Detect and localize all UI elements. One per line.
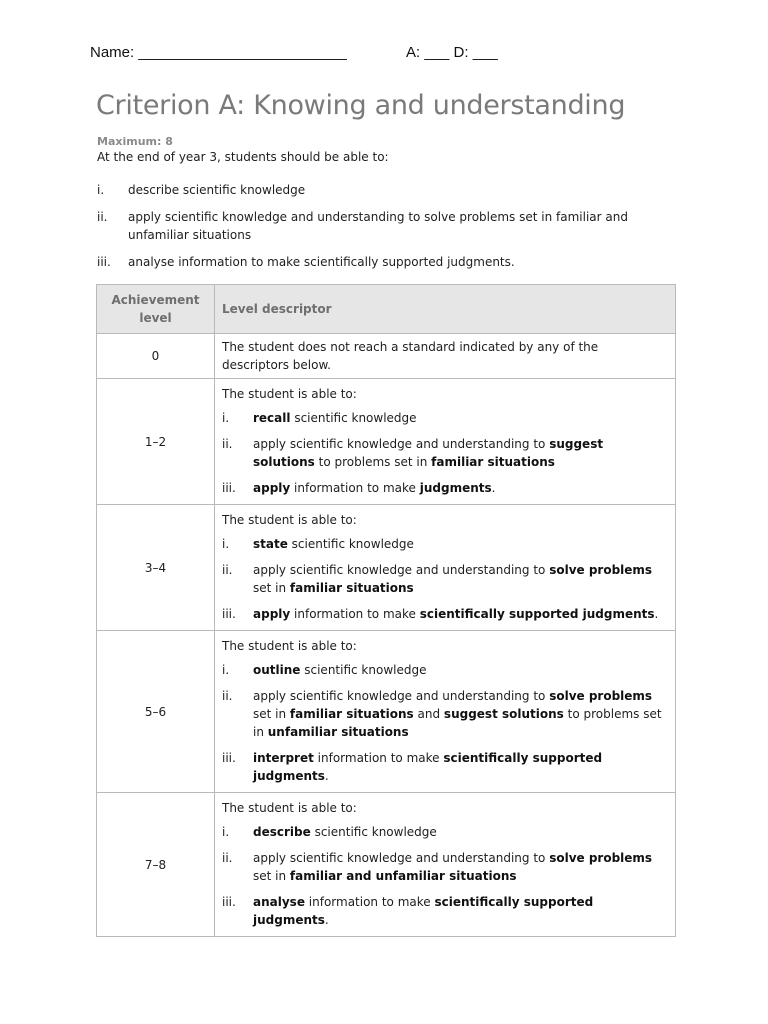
descriptor-command-term: unfamiliar situations <box>267 725 409 739</box>
descriptor-text-part: scientific knowledge <box>290 411 417 425</box>
descriptor-item <box>222 661 667 679</box>
table-header-row <box>97 285 676 334</box>
descriptor-text-part: scientific knowledge <box>287 537 414 551</box>
score-fields-label: A: ___ D: ___ <box>406 44 498 61</box>
objective-number: i. <box>97 183 105 197</box>
level-descriptor-cell <box>215 379 676 505</box>
achievement-level-cell: 7–8 <box>97 793 215 937</box>
descriptor-command-term: state <box>253 537 288 551</box>
descriptor-text-part: set in <box>253 707 290 721</box>
able-to-text: The student is able to: <box>222 801 357 815</box>
descriptor-text-part: apply scientific knowledge and understanding to <box>253 689 550 703</box>
descriptor-number: iii. <box>222 607 236 621</box>
descriptor-number: i. <box>222 825 230 839</box>
descriptor-text-part: information to make <box>313 751 444 765</box>
objective-item <box>97 181 682 199</box>
able-to-text: The student is able to: <box>222 513 357 527</box>
descriptor-number: i. <box>222 663 230 677</box>
descriptor-command-term: familiar situations <box>289 581 414 595</box>
objectives-list <box>97 181 682 280</box>
descriptor-text-part: information to make <box>290 481 420 495</box>
descriptor-text-part: to problems set in <box>314 455 432 469</box>
descriptor-command-term: solve problems <box>549 689 653 703</box>
header-achievement-level: Achievement level <box>97 285 215 334</box>
descriptor-text <box>253 823 667 841</box>
descriptor-command-term: recall <box>253 411 291 425</box>
table-row <box>97 334 676 379</box>
level-descriptor-cell <box>215 505 676 631</box>
criterion-title: Criterion A: Knowing and understanding <box>96 90 626 121</box>
descriptor-command-term: analyse <box>253 895 305 909</box>
achievement-level-cell: 5–6 <box>97 631 215 793</box>
descriptor-number: ii. <box>222 437 233 451</box>
objective-text: analyse information to make scientifically supported judgments. <box>128 255 515 269</box>
objective-number: iii. <box>97 255 111 269</box>
descriptor-item <box>222 409 667 427</box>
level-descriptor-cell <box>215 631 676 793</box>
descriptor-command-term: suggest solutions <box>253 437 604 469</box>
descriptor-text <box>253 687 667 741</box>
descriptor-text <box>253 661 667 679</box>
header-level-descriptor: Level descriptor <box>215 285 676 334</box>
descriptor-item <box>222 749 667 785</box>
descriptor-command-term: outline <box>253 663 301 677</box>
descriptor-command-term: familiar situations <box>431 455 555 469</box>
descriptor-text-part: scientific knowledge <box>300 663 427 677</box>
descriptor-command-term: solve problems <box>549 563 653 577</box>
able-to-text: The student is able to: <box>222 639 357 653</box>
descriptor-text-part: . <box>324 769 329 783</box>
table-row <box>97 631 676 793</box>
descriptor-number: i. <box>222 411 230 425</box>
descriptor-number: ii. <box>222 851 233 865</box>
descriptor-text-part: set in <box>253 869 290 883</box>
level-descriptor-cell: The student does not reach a standard indicated by any of the descriptors below. <box>215 334 676 379</box>
objective-number: ii. <box>97 210 108 224</box>
able-to-text: The student is able to: <box>222 387 357 401</box>
objective-text: describe scientific knowledge <box>128 183 306 197</box>
descriptor-text-part: . <box>654 607 659 621</box>
descriptor-text <box>253 409 667 427</box>
descriptor-text-part: scientific knowledge <box>310 825 437 839</box>
descriptor-command-term: familiar situations <box>289 707 414 721</box>
table-row <box>97 505 676 631</box>
descriptor-item <box>222 605 667 623</box>
name-field-label: Name: _________________________ <box>90 44 347 61</box>
descriptor-command-term: scientifically supported judgments <box>419 607 655 621</box>
objective-item <box>97 253 682 271</box>
descriptor-text-part: information to make <box>290 607 420 621</box>
descriptor-text-part: . <box>491 481 496 495</box>
table-row <box>97 793 676 937</box>
descriptor-item <box>222 849 667 885</box>
table-row <box>97 379 676 505</box>
descriptor-item <box>222 687 667 741</box>
descriptor-command-term: solve problems <box>549 851 653 865</box>
descriptor-text <box>253 435 667 471</box>
objective-item <box>97 208 682 244</box>
descriptor-text-part: . <box>324 913 329 927</box>
descriptor-number: iii. <box>222 895 236 909</box>
objective-text: apply scientific knowledge and understanding to solve problems set in familiar and unfamiliar situations <box>128 210 628 242</box>
descriptor-text <box>253 893 667 929</box>
achievement-level-cell: 0 <box>97 334 215 379</box>
descriptor-item <box>222 823 667 841</box>
descriptor-text <box>253 535 667 553</box>
descriptor-item <box>222 479 667 497</box>
descriptor-number: ii. <box>222 689 233 703</box>
descriptor-text-part: information to make <box>304 895 435 909</box>
descriptor-text <box>253 479 667 497</box>
rubric-table <box>96 284 676 937</box>
maximum-score: Maximum: 8 <box>97 135 173 148</box>
descriptor-number: i. <box>222 537 230 551</box>
descriptor-number: iii. <box>222 751 236 765</box>
descriptor-text-part: set in <box>253 581 290 595</box>
descriptor-text-part: and <box>413 707 444 721</box>
descriptor-command-term: scientifically supported judgments <box>253 751 603 783</box>
descriptor-command-term: judgments <box>419 481 492 495</box>
descriptor-item <box>222 561 667 597</box>
descriptor-item <box>222 535 667 553</box>
level-descriptor-cell <box>215 793 676 937</box>
descriptor-text <box>253 605 667 623</box>
descriptor-text-part: apply scientific knowledge and understanding to <box>253 563 550 577</box>
descriptor-text <box>253 849 667 885</box>
descriptor-command-term: describe <box>253 825 311 839</box>
achievement-level-cell: 3–4 <box>97 505 215 631</box>
descriptor-text-part: apply scientific knowledge and understanding to <box>253 851 550 865</box>
descriptor-command-term: familiar and unfamiliar situations <box>289 869 517 883</box>
descriptor-text-part: to problems set in <box>253 707 662 739</box>
achievement-level-cell: 1–2 <box>97 379 215 505</box>
descriptor-command-term: interpret <box>253 751 314 765</box>
descriptor-text <box>253 749 667 785</box>
descriptor-number: iii. <box>222 481 236 495</box>
descriptor-command-term: apply <box>253 481 291 495</box>
descriptor-command-term: suggest solutions <box>443 707 564 721</box>
descriptor-item <box>222 893 667 929</box>
descriptor-command-term: scientifically supported judgments <box>253 895 594 927</box>
intro-text: At the end of year 3, students should be able to: <box>97 150 389 164</box>
descriptor-item <box>222 435 667 471</box>
descriptor-number: ii. <box>222 563 233 577</box>
descriptor-text <box>253 561 667 597</box>
descriptor-command-term: apply <box>253 607 291 621</box>
descriptor-text-part: apply scientific knowledge and understanding to <box>253 437 550 451</box>
